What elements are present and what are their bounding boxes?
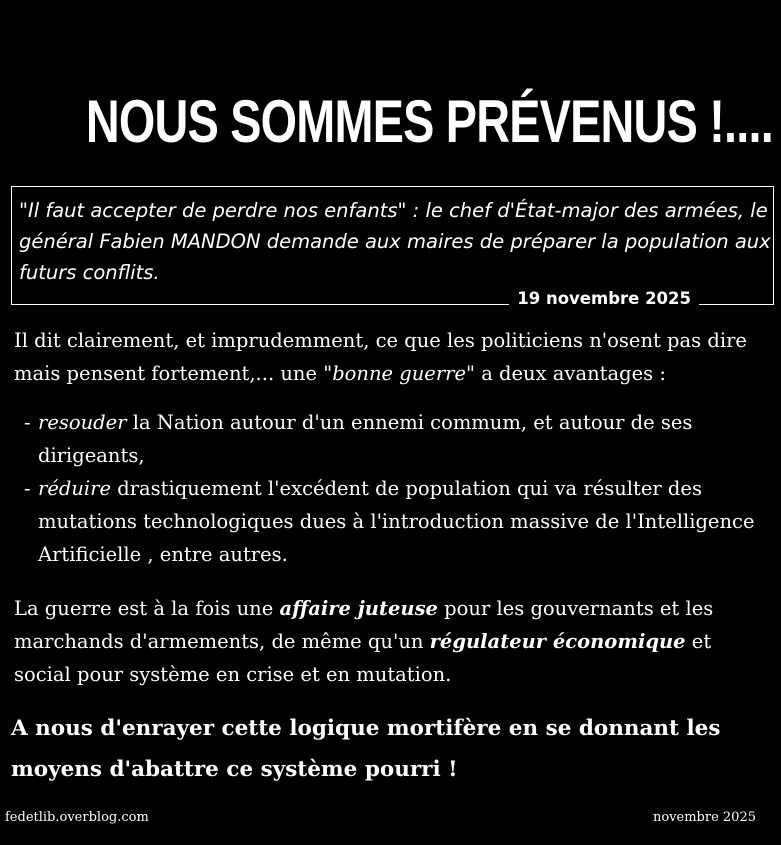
list-item-text: drastiquement l'excédent de population qui va résulter des mutations technologiques dues à l'introduction massive de l'Intelligence Artificielle , entre autres. [38, 477, 755, 566]
page-title: NOUS SOMMES PRÉVENUS !.... [85, 88, 773, 156]
war-text-part2: pour les gouvernants et les marchands d'armements, de même qu'un [14, 597, 714, 653]
quote-date: 19 novembre 2025 [509, 291, 699, 308]
footer-date: novembre 2025 [652, 810, 756, 825]
list-item [24, 472, 764, 571]
list-item-emphasis: réduire [38, 477, 112, 500]
war-paragraph [14, 592, 771, 691]
intro-text-part2: " a deux avantages : [466, 362, 666, 385]
list-item-emphasis: resouder [38, 411, 127, 434]
list-item [24, 406, 764, 472]
war-text-part3: et social pour système en crise et en mutation. [14, 630, 712, 686]
list-dash: - [24, 477, 31, 500]
intro-emphasis: bonne guerre [332, 362, 467, 385]
war-emphasis-1: affaire juteuse [279, 597, 438, 620]
war-emphasis-2: régulateur économique [429, 630, 686, 653]
conclusion-paragraph: A nous d'enrayer cette logique mortifère en se donnant les moyens d'abattre ce système pourri ! [11, 716, 721, 782]
list-dash: - [24, 411, 31, 434]
footer-site-link[interactable]: fedetlib.overblog.com [5, 810, 149, 825]
intro-text-part1: Il dit clairement, et imprudemment, ce que les politiciens n'osent pas dire mais pensent fortement,... une " [14, 329, 747, 385]
quote-box [11, 186, 774, 305]
quote-text: "Il faut accepter de perdre nos enfants" : le chef d'État-major des armées, le général Fabien MANDON demande aux maires de préparer la population aux futurs conflits. [19, 199, 771, 284]
list-item-text: la Nation autour d'un ennemi commum, et autour de ses dirigeants, [38, 411, 693, 467]
advantages-list [24, 406, 764, 571]
intro-paragraph [14, 324, 771, 390]
war-text-part1: La guerre est à la fois une [14, 597, 280, 620]
